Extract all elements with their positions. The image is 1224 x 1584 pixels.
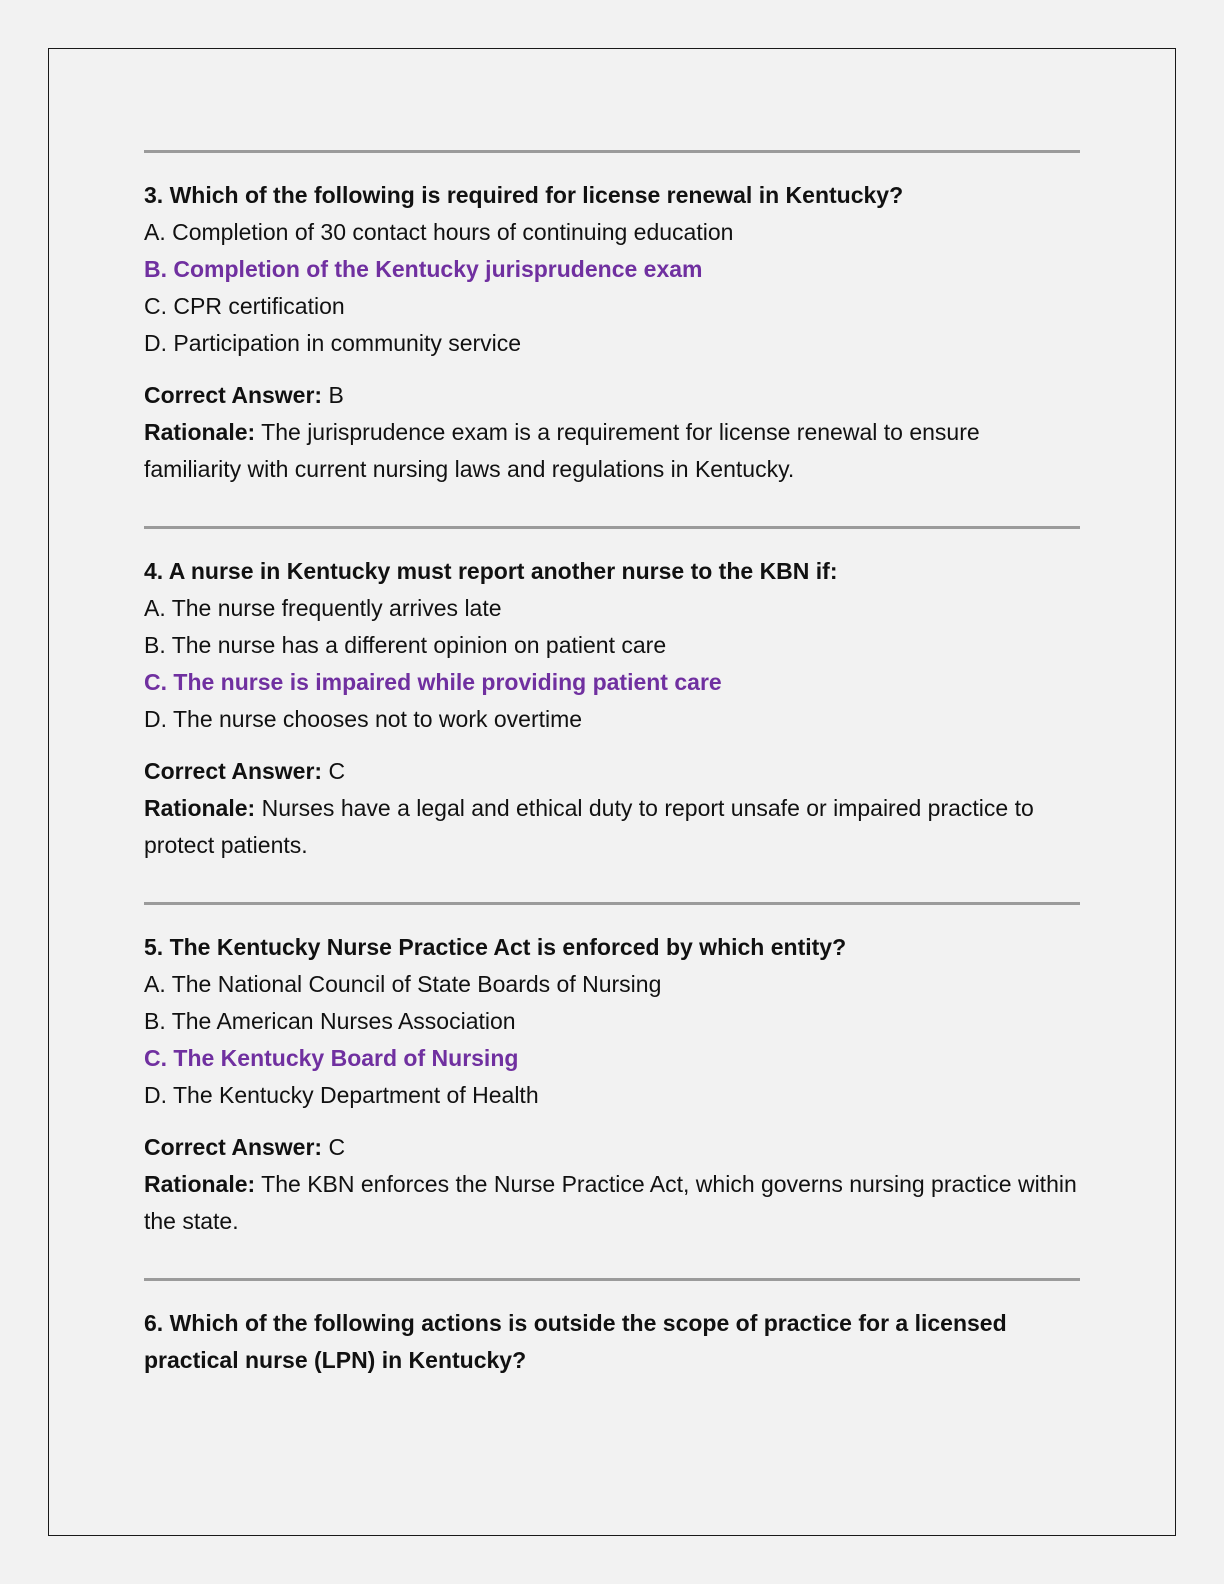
question-text: 5. The Kentucky Nurse Practice Act is enforced by which entity? [144, 934, 847, 960]
question-block-5 [144, 905, 1080, 1278]
rationale [144, 1166, 1080, 1240]
option-a: A. Completion of 30 contact hours of continuing education [144, 219, 734, 245]
question-block-3 [144, 153, 1080, 526]
question-text: 6. Which of the following actions is outside the scope of practice for a licensed practical nurse (LPN) in Kentucky? [144, 1310, 1007, 1373]
option-a: A. The National Council of State Boards of Nursing [144, 971, 662, 997]
correct-answer-label: Correct Answer: [144, 1134, 323, 1160]
answer-block [144, 377, 1080, 488]
option-c-correct: C. The nurse is impaired while providing patient care [144, 669, 722, 695]
rationale-label: Rationale: [144, 795, 256, 821]
correct-answer-label: Correct Answer: [144, 382, 323, 408]
question-text: 4. A nurse in Kentucky must report another nurse to the KBN if: [144, 558, 838, 584]
question-block-6 [144, 1281, 1080, 1417]
option-d: D. Participation in community service [144, 330, 522, 356]
correct-answer [144, 753, 1080, 790]
rationale [144, 414, 1080, 488]
correct-answer-value: C [328, 1134, 346, 1160]
answer-block [144, 753, 1080, 864]
rationale [144, 790, 1080, 864]
correct-answer [144, 377, 1080, 414]
correct-answer [144, 1129, 1080, 1166]
rationale-label: Rationale: [144, 419, 256, 445]
option-a: A. The nurse frequently arrives late [144, 595, 502, 621]
question-block-4 [144, 529, 1080, 902]
correct-answer-label: Correct Answer: [144, 758, 323, 784]
question-text: 3. Which of the following is required for license renewal in Kentucky? [144, 182, 904, 208]
correct-answer-value: C [328, 758, 346, 784]
document-content [144, 150, 1080, 1417]
option-b: B. The American Nurses Association [144, 1008, 516, 1034]
option-c-correct: C. The Kentucky Board of Nursing [144, 1045, 519, 1071]
rationale-text: The KBN enforces the Nurse Practice Act, which governs nursing practice within the state. [144, 1171, 1077, 1234]
option-d: D. The Kentucky Department of Health [144, 1082, 539, 1108]
rationale-text: The jurisprudence exam is a requirement for license renewal to ensure familiarity with current nursing laws and regulations in Kentucky. [144, 419, 980, 482]
correct-answer-value: B [328, 382, 344, 408]
rationale-text: Nurses have a legal and ethical duty to report unsafe or impaired practice to protect patients. [144, 795, 1034, 858]
option-b: B. The nurse has a different opinion on patient care [144, 632, 667, 658]
option-c: C. CPR certification [144, 293, 345, 319]
option-b-correct: B. Completion of the Kentucky jurisprudence exam [144, 256, 703, 282]
option-d: D. The nurse chooses not to work overtime [144, 706, 583, 732]
answer-block [144, 1129, 1080, 1240]
rationale-label: Rationale: [144, 1171, 256, 1197]
